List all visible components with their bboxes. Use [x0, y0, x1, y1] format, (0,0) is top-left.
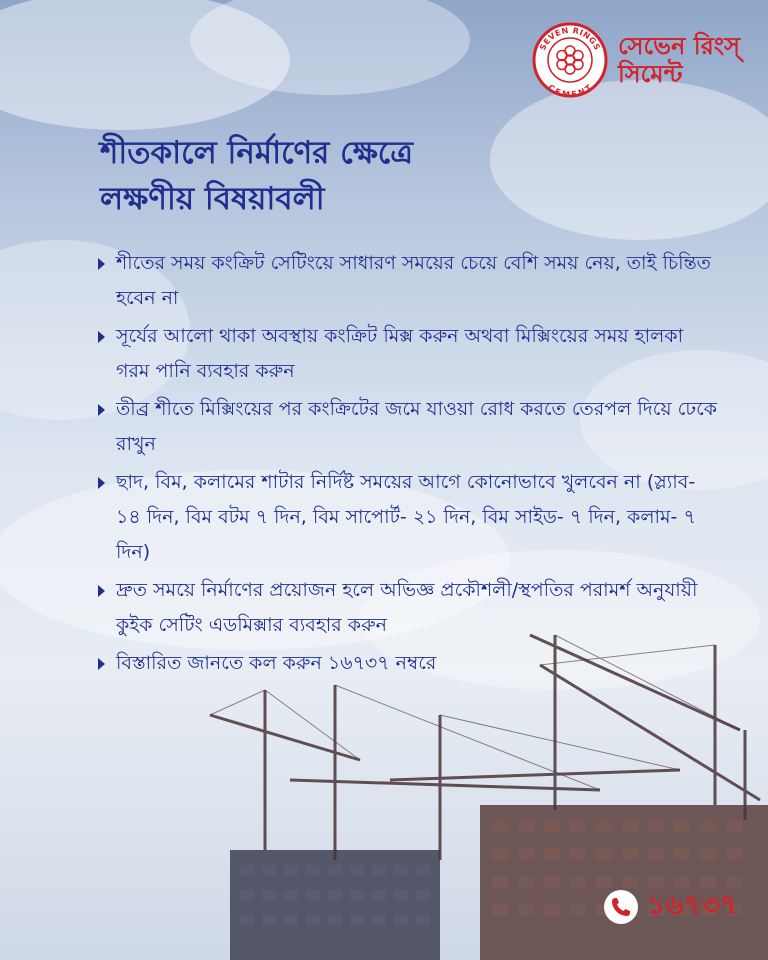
- headline-line1: শীতকালে নির্মাণের ক্ষেত্রে: [100, 135, 414, 171]
- hotline: [603, 883, 738, 930]
- triangle-bullet-icon: [98, 658, 105, 670]
- tip-text: ছাদ, বিম, কলামের শাটার নির্দিষ্ট সময়ের আগে কোনোভাবে খুলবেন না (স্ল্যাব- ১৪ দিন, বিম বটম ৭ দিন, বিম সাপোর্ট- ২১ দিন, বিম সাইড- ৭ দিন, কলাম- ৭ দিন): [116, 471, 696, 563]
- triangle-bullet-icon: [98, 331, 105, 343]
- tip-text: শীতের সময় কংক্রিট সেটিংয়ে সাধারণ সময়ের চেয়ে বেশি সময় নেয়, তাই চিন্তিত হবেন না: [116, 252, 711, 309]
- tip-item: [98, 646, 718, 681]
- building-left: [230, 850, 440, 960]
- triangle-bullet-icon: [98, 404, 105, 416]
- brand-name-line1: সেভেন রিংস্: [617, 32, 740, 60]
- tip-item: [98, 246, 718, 316]
- triangle-bullet-icon: [98, 258, 105, 270]
- seal-text-top: SEVEN RINGS: [538, 25, 602, 52]
- hotline-number: ১৬৭৩৭: [647, 888, 738, 921]
- brand-name: [618, 32, 740, 88]
- brand-name-line2: সিমেন্ট: [617, 60, 683, 88]
- tip-item: [98, 319, 718, 389]
- brand-logo: [532, 22, 740, 98]
- tips-list: [98, 246, 718, 684]
- tip-text: দ্রুত সময়ে নির্মাণের প্রয়োজন হলে অভিজ্ঞ প্রকৌশলী/স্থপতির পরামর্শ অনুযায়ী কুইক সেটিং এডমিক্সার ব্যবহার করুন: [116, 579, 698, 636]
- tip-item: [98, 465, 718, 570]
- tip-text: তীব্র শীতে মিক্সিংয়ের পর কংক্রিটের জমে যাওয়া রোধ করতে তেরপল দিয়ে ঢেকে রাখুন: [116, 398, 718, 455]
- headline: [100, 130, 413, 222]
- triangle-bullet-icon: [98, 477, 105, 489]
- tip-text: সূর্যের আলো থাকা অবস্থায় কংক্রিট মিক্স করুন অথবা মিক্সিংয়ের সময় হালকা গরম পানি ব্যবহার করুন: [116, 325, 684, 382]
- phone-icon: [603, 889, 639, 925]
- triangle-bullet-icon: [98, 585, 105, 597]
- tip-item: [98, 573, 718, 643]
- tip-text: বিস্তারিত জানতে কল করুন ১৬৭৩৭ নম্বরে: [116, 652, 437, 674]
- seal-text-bottom: CEMENT: [546, 82, 594, 98]
- seven-rings-seal-icon: [532, 22, 608, 98]
- headline-line2: লক্ষণীয় বিষয়াবলী: [100, 181, 325, 217]
- tip-item: [98, 392, 718, 462]
